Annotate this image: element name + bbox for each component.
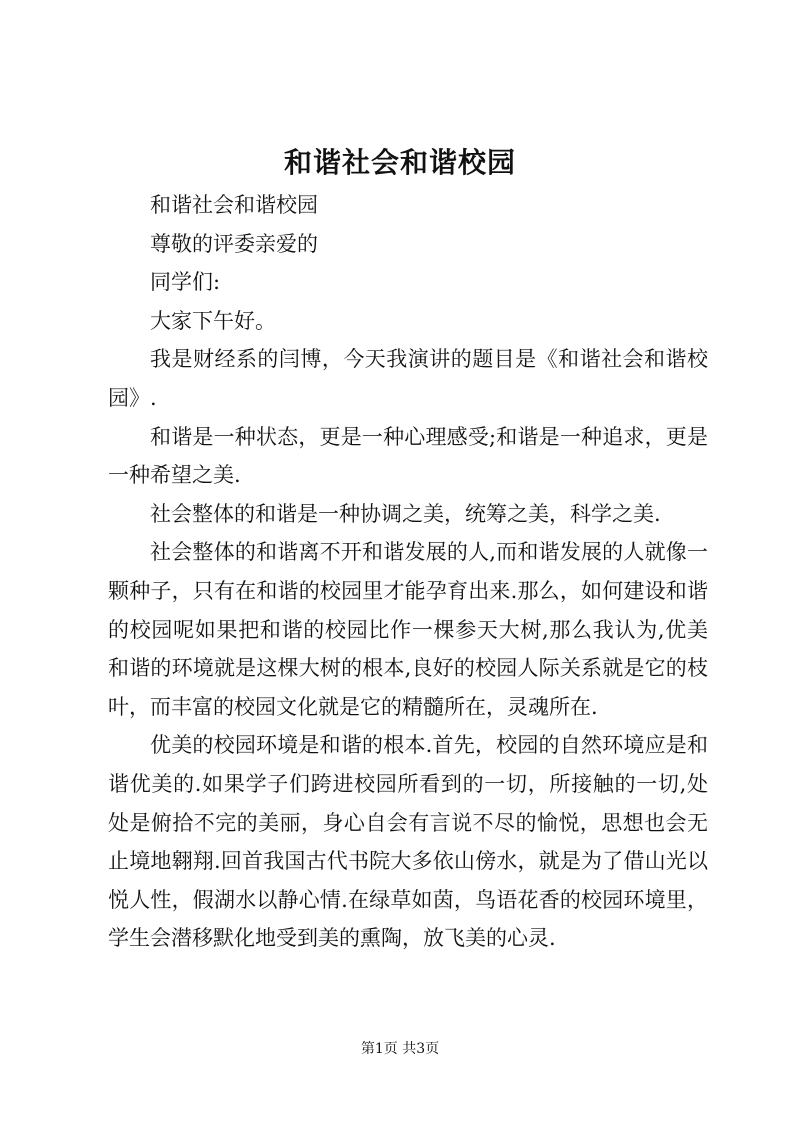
paragraph: 社会整体的和谐离不开和谐发展的人,而和谐发展的人就像一颗种子，只有在和谐的校园里才能孕育出来.那么，如何建设和谐的校园呢如果把和谐的校园比作一棵参天大树,那么我认为,优美和谐的环境就是这棵大树的根本,良好的校园人际关系就是它的枝叶，而丰富的校园文化就是它的精髓所在，灵魂所在. (108, 540, 708, 719)
paragraph: 社会整体的和谐是一种协调之美，统筹之美，科学之美. (150, 501, 661, 526)
paragraph: 和谐是一种状态，更是一种心理感受;和谐是一种追求，更是一种希望之美. (108, 424, 708, 488)
paragraph: 尊敬的评委亲爱的 (150, 231, 318, 256)
paragraph: 和谐社会和谐校园 (150, 193, 318, 217)
document-title: 和谐社会和谐校园 (283, 146, 516, 179)
paragraph: 我是财经系的闫博，今天我演讲的题目是《和谐社会和谐校园》. (108, 347, 708, 410)
page-footer: 第1页 共3页 (360, 1041, 440, 1057)
paragraph: 大家下午好。 (150, 308, 276, 333)
paragraph: 优美的校园环境是和谐的根本.首先，校园的自然环境应是和谐优美的.如果学子们跨进校园所看到的一切，所接触的一切,处处是俯拾不完的美丽，身心自会有言说不尽的愉悦，思想也会无止境地翱翔.回首我国古代书院大多依山傍水，就是为了借山光以悦人性，假湖水以静心情.在绿草如茵，鸟语花香的校园环境里，学生会潜移默化地受到美的熏陶，放飞美的心灵. (108, 733, 708, 951)
paragraph: 同学们: (150, 270, 221, 295)
document-body (108, 186, 708, 958)
